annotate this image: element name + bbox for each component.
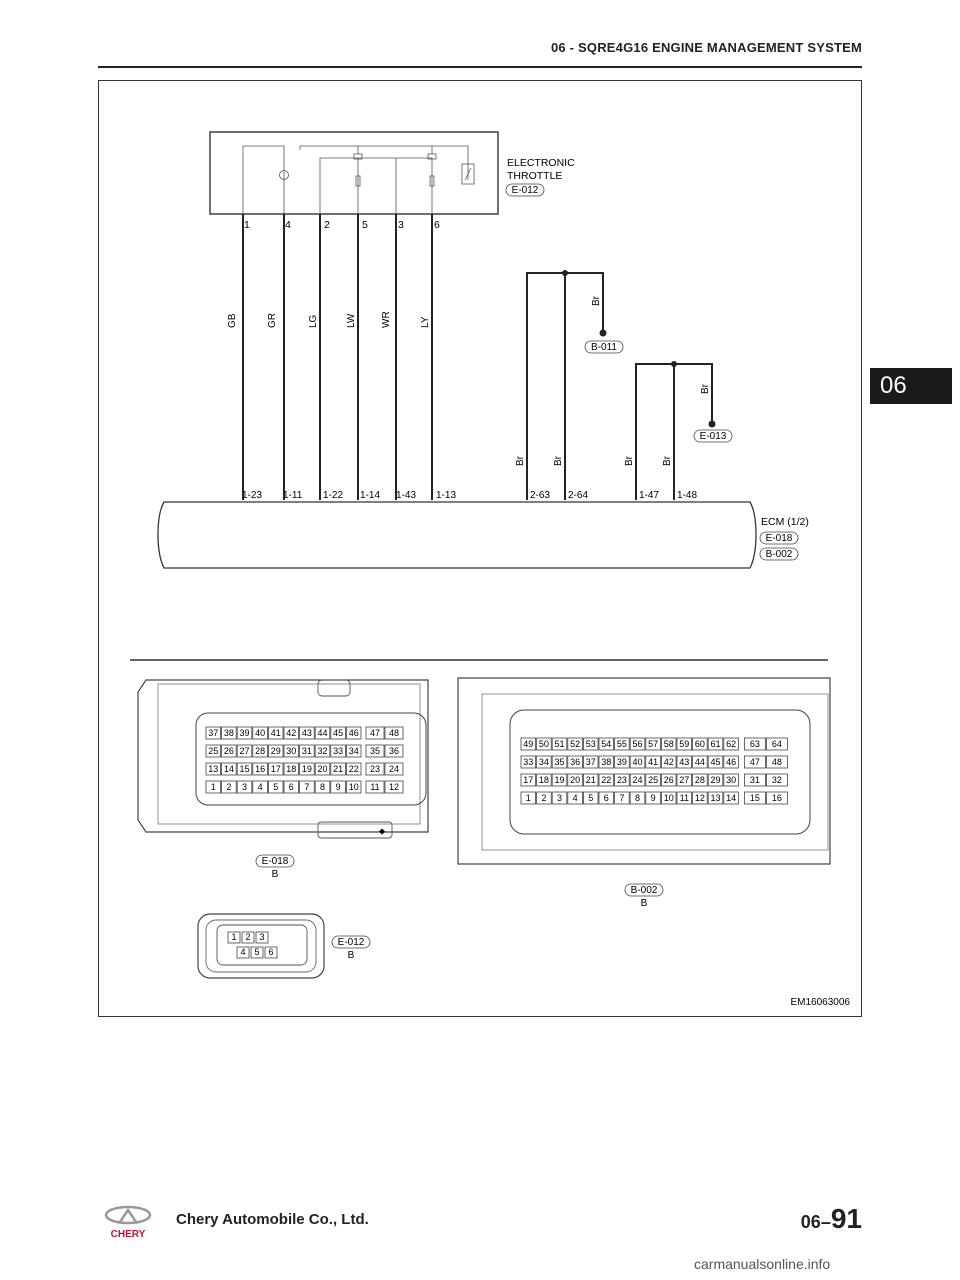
- pin-number: 7: [619, 793, 625, 803]
- pin-number: 35: [554, 757, 565, 767]
- pin-number: 5: [273, 782, 279, 792]
- connector-e012: [198, 914, 370, 978]
- connector-ref: E-012: [337, 937, 365, 948]
- pin-number: 16: [255, 764, 266, 774]
- pin-number: 27: [239, 746, 250, 756]
- pin-number: 4: [572, 793, 578, 803]
- pin-number: 21: [585, 775, 596, 785]
- company-name: Chery Automobile Co., Ltd.: [176, 1211, 369, 1228]
- ecm-ref: E-018: [765, 533, 793, 544]
- pin-number: 6: [268, 947, 274, 957]
- page-header: [98, 28, 862, 68]
- e012-pin-grid: [228, 932, 277, 958]
- wire-color: LG: [308, 314, 319, 328]
- pin-number: 20: [317, 764, 328, 774]
- pin-number: 37: [585, 757, 596, 767]
- pin-number: 34: [348, 746, 359, 756]
- b002-pin-grid: [521, 738, 787, 804]
- pin-number: 10: [663, 793, 674, 803]
- page-number: [801, 1203, 862, 1235]
- pin-number: 52: [570, 739, 581, 749]
- pin-number: 8: [634, 793, 641, 803]
- pin-number: 26: [663, 775, 674, 785]
- pin-number: 55: [616, 739, 627, 749]
- e018-pin-grid: [206, 727, 403, 793]
- pin-number: 11: [679, 793, 689, 803]
- logo-text: CHERY: [110, 1229, 146, 1240]
- pin-number: 22: [601, 775, 612, 785]
- pin-number: 54: [601, 739, 612, 749]
- pin-number: 33: [523, 757, 534, 767]
- pin-number: 32: [317, 746, 328, 756]
- pin-number: 59: [679, 739, 690, 749]
- pin-number: 3: [241, 782, 248, 792]
- pin-label: 3: [398, 219, 404, 231]
- pin-number: 23: [616, 775, 627, 785]
- pin-number: 19: [554, 775, 565, 785]
- wire-color: Br: [591, 296, 602, 306]
- pin-number: 13: [710, 793, 721, 803]
- svg-text:⬥: ⬥: [378, 826, 386, 836]
- pin-number: 27: [679, 775, 690, 785]
- figure-id: EM16063006: [790, 997, 850, 1008]
- pin-number: 36: [570, 757, 581, 767]
- pin-number: 5: [588, 793, 594, 803]
- pin-label: 6: [434, 219, 440, 231]
- pin-number: 42: [286, 728, 297, 738]
- pin-number: 15: [239, 764, 250, 774]
- pin-number: 5: [254, 947, 260, 957]
- pin-number: 12: [694, 793, 705, 803]
- pin-number: 40: [255, 728, 266, 738]
- pin-number: 9: [335, 782, 341, 792]
- pin-number: 43: [679, 757, 690, 767]
- pin-number: 45: [333, 728, 344, 738]
- wire-color: GR: [267, 313, 278, 328]
- connector-b002: [458, 678, 830, 909]
- pin-number: 39: [616, 757, 627, 767]
- throttle-wires: [243, 214, 432, 500]
- pin-number: 10: [348, 782, 359, 792]
- pin-number: 46: [726, 757, 737, 767]
- pin-number: 12: [388, 782, 400, 792]
- pin-number: 18: [538, 775, 549, 785]
- wire-color: Br: [515, 456, 526, 466]
- pin-number: 37: [208, 728, 219, 738]
- pin-number: 51: [554, 739, 565, 749]
- pin-number: 18: [286, 764, 297, 774]
- pin-number: 1: [210, 782, 216, 792]
- pin-number: 48: [388, 728, 400, 738]
- pin-number: 34: [538, 757, 549, 767]
- pin-number: 44: [694, 757, 705, 767]
- component-ref: E-012: [511, 185, 539, 196]
- pin-number: 23: [369, 764, 381, 774]
- ecm-pin: 1-11: [283, 490, 303, 501]
- pin-number: 14: [726, 793, 737, 803]
- pin-number: 24: [632, 775, 643, 785]
- watermark: carmanualsonline.info: [694, 1256, 831, 1272]
- pin-number: 25: [208, 746, 219, 756]
- pin-number: 21: [333, 764, 344, 774]
- pin-number: 1: [231, 932, 237, 942]
- pin-number: 16: [771, 793, 782, 803]
- ecm-pin: 1-23: [242, 490, 263, 501]
- ecm-pin: 1-13: [436, 490, 457, 501]
- pin-number: 50: [538, 739, 549, 749]
- connector-e018: [138, 680, 428, 880]
- pin-number: 28: [255, 746, 266, 756]
- page-prefix: 06–: [800, 1212, 831, 1232]
- electronic-throttle: [210, 132, 575, 214]
- pin-number: 41: [648, 757, 659, 767]
- pin-number: 26: [223, 746, 234, 756]
- ecm-label: ECM (1/2): [761, 516, 809, 528]
- pin-number: 62: [726, 739, 737, 749]
- pin-number: 57: [648, 739, 659, 749]
- wire-color: WR: [381, 311, 392, 328]
- wire-color: Br: [553, 456, 564, 466]
- pin-number: 25: [648, 775, 659, 785]
- component-name-line2: THROTTLE: [507, 170, 563, 182]
- ground-e013: [624, 361, 732, 500]
- component-name-line1: ELECTRONIC: [507, 157, 575, 169]
- ecm-pin: 1-43: [396, 490, 417, 501]
- pin-number: 13: [208, 764, 219, 774]
- ecm-pin: 1-47: [639, 490, 660, 501]
- page-footer: [98, 1195, 862, 1245]
- pin-number: 40: [632, 757, 643, 767]
- throttle-pin-labels: [244, 219, 440, 231]
- pin-label: 1: [244, 219, 250, 231]
- ecm-pin: 2-64: [568, 490, 589, 501]
- pin-number: 48: [771, 757, 782, 767]
- pin-number: 29: [270, 746, 281, 756]
- wire-color: Br: [624, 456, 635, 466]
- pin-number: 24: [388, 764, 400, 774]
- pin-number: 47: [369, 728, 381, 738]
- ground-ref: E-013: [699, 431, 727, 442]
- pin-number: 44: [317, 728, 328, 738]
- pin-number: 8: [319, 782, 326, 792]
- connector-ref: E-018: [261, 856, 289, 867]
- pin-number: 61: [710, 739, 721, 749]
- connector-sub: B: [271, 869, 279, 880]
- pin-number: 6: [288, 782, 294, 792]
- pin-number: 46: [348, 728, 359, 738]
- pin-label: 4: [285, 219, 291, 231]
- pin-number: 17: [523, 775, 534, 785]
- pin-number: 2: [245, 932, 251, 942]
- pin-number: 19: [301, 764, 312, 774]
- pin-number: 63: [749, 739, 760, 749]
- pin-label: 5: [362, 219, 368, 231]
- wire-color: GB: [227, 313, 238, 328]
- wiring-diagram: [98, 80, 862, 1017]
- pin-number: 31: [301, 746, 312, 756]
- page-number-value: 91: [830, 1203, 862, 1234]
- pin-number: 39: [239, 728, 250, 738]
- pin-number: 56: [632, 739, 643, 749]
- ecm-pin: 2-63: [530, 490, 551, 501]
- wire-color-labels: [227, 311, 431, 328]
- pin-number: 2: [226, 782, 232, 792]
- pin-number: 4: [257, 782, 263, 792]
- pin-number: 31: [749, 775, 760, 785]
- pin-number: 4: [240, 947, 246, 957]
- page-title: 06 - SQRE4G16 ENGINE MANAGEMENT SYSTEM: [551, 40, 862, 55]
- pin-number: 28: [694, 775, 705, 785]
- pin-number: 53: [585, 739, 596, 749]
- pin-number: 47: [749, 757, 760, 767]
- section-tab[interactable]: 06: [870, 368, 952, 404]
- pin-number: 7: [304, 782, 310, 792]
- ecm-body: [158, 502, 809, 568]
- pin-number: 29: [710, 775, 721, 785]
- pin-number: 1: [525, 793, 531, 803]
- ground-ref: B-011: [591, 342, 617, 353]
- ecm-pin-labels: [242, 490, 697, 501]
- pin-number: 35: [369, 746, 381, 756]
- wire-color: Br: [700, 384, 711, 394]
- pin-number: 43: [301, 728, 312, 738]
- pin-number: 6: [603, 793, 609, 803]
- pin-number: 3: [556, 793, 563, 803]
- pin-number: 58: [663, 739, 674, 749]
- pin-number: 38: [601, 757, 612, 767]
- wire-color: LY: [420, 316, 431, 328]
- connector-ref: B-002: [630, 885, 658, 896]
- ecm-pin: 1-14: [360, 490, 381, 501]
- pin-number: 17: [270, 764, 281, 774]
- pin-number: 3: [259, 932, 265, 942]
- pin-number: 11: [370, 782, 380, 792]
- pin-number: 33: [333, 746, 344, 756]
- connector-sub: B: [347, 950, 355, 961]
- pin-number: 22: [348, 764, 359, 774]
- pin-number: 20: [570, 775, 581, 785]
- pin-number: 30: [286, 746, 297, 756]
- ecm-pin: 1-22: [323, 490, 344, 501]
- pin-number: 64: [771, 739, 782, 749]
- pin-number: 36: [388, 746, 400, 756]
- pin-number: 38: [223, 728, 234, 738]
- pin-number: 30: [726, 775, 737, 785]
- wire-color: Br: [662, 456, 673, 466]
- pin-number: 2: [541, 793, 547, 803]
- pin-number: 41: [270, 728, 281, 738]
- pin-number: 32: [771, 775, 782, 785]
- pin-number: 9: [650, 793, 656, 803]
- chery-logo-icon: [98, 1205, 158, 1241]
- pin-number: 14: [223, 764, 234, 774]
- connector-sub: B: [640, 898, 648, 909]
- ground-b011: [515, 270, 623, 500]
- pin-number: 42: [663, 757, 674, 767]
- pin-number: 49: [523, 739, 534, 749]
- wire-color: LW: [346, 313, 357, 328]
- pin-number: 45: [710, 757, 721, 767]
- ecm-ref: B-002: [765, 549, 793, 560]
- pin-number: 60: [694, 739, 705, 749]
- ecm-pin: 1-48: [677, 490, 698, 501]
- pin-label: 2: [324, 219, 330, 231]
- pin-number: 15: [749, 793, 760, 803]
